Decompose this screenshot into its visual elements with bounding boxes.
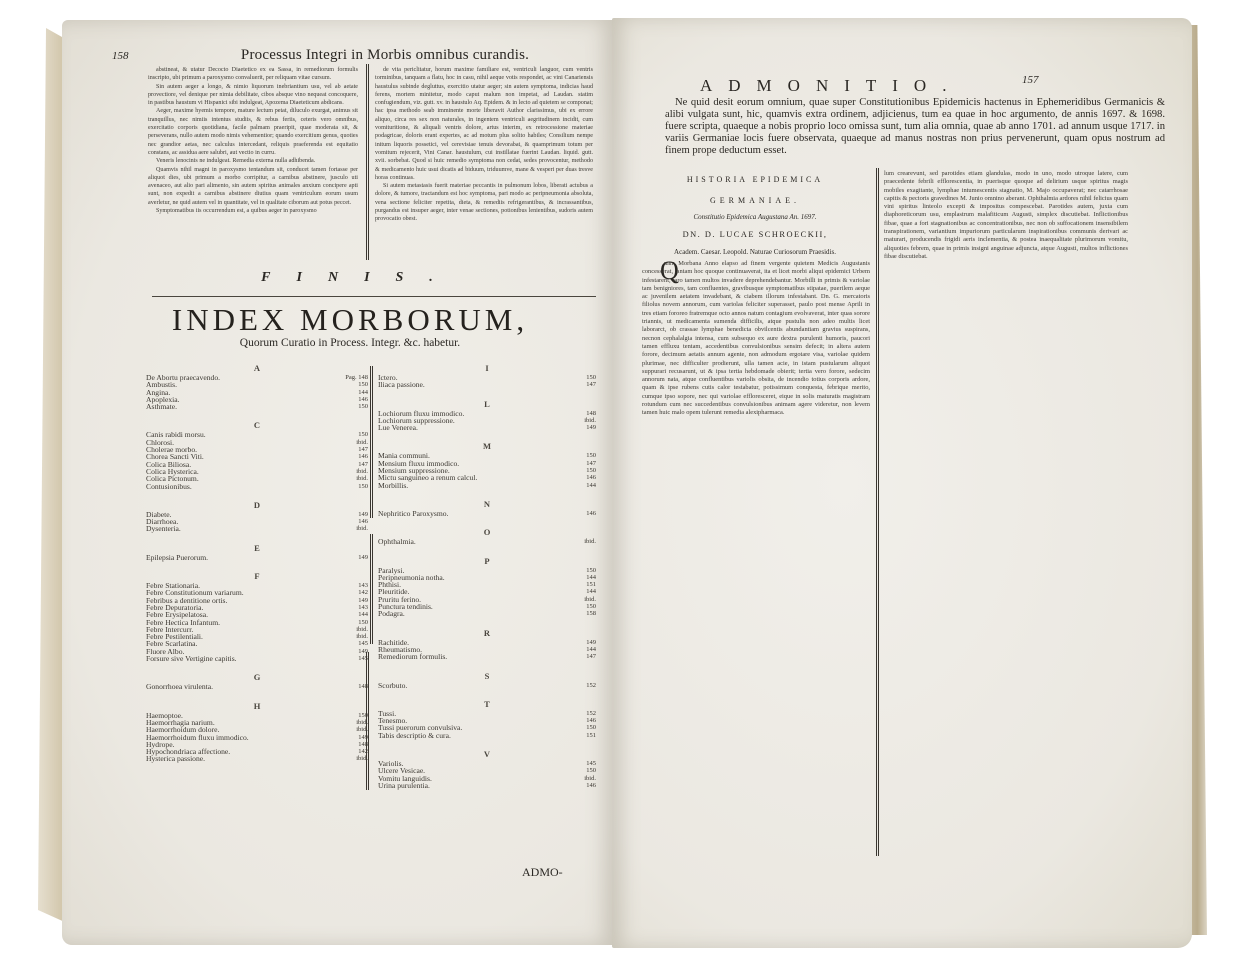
index-entry-name: Tabis descriptio & cura. [378, 730, 451, 740]
index-letter-heading: O [483, 527, 491, 538]
right-text-column-1: uam Morbana Anno elapso ad finem vergente quietem Medicis Augustanis concesserat, tantam hoc quoque continuaverat, ita et licet morbi aliqui epidemici Urbem infestarent, raro tamen multos invadere deprehendebantur. Morbilli in primis & variolae tam benigniores, tam confluentes, gravibusque symptomatibus stipatae, puerilem aeque ac juvenilem aetatem invadebant, & ciabem illorum infestabant. Dn. G. mercatoris filiolus novem annorum, cum variolas feliciter superasset, paulo post mense Aprili in tres etiam fororeo fratremque octo annos natum contagium evolvaverat, inter quas sorore triannis, ut medicamenta sumenda difficilis, atque pustulis non adeo multis licet laborarct, ob crassae lymphae benedicta obvilcentis abundantiam gravius suspirans, necnon cephalalgia intensa, cum subsequo ex aure dextra purulenti humoris, paucori tamen effluxu tentam, accedentibus convulsionibus sensim defecit; in altera autem forore, decimum aetatis annum agente, non admodum ergotare visa, variolae quidem plurimae, nec difficulter prodierunt, ulla tamen acie, in istam pustularum aliquot suppurari recusarunt, ut & ipsa tertia hebdomade obierit; tertia vero forore, sedecim annorum nata, atque confluentibus variolis obsita, de incendio totius corporis ardore, quam & ipse rubens cutis calor testabatur, potissimum conquesta, febrique merito, cumque ipso sopore, nec qui variolae effloresceret, eique in solis maturatis magistram rotundum cum nec succedentibus convulsionibus animam agere videretur, non levem tamen huic malo opem tulerunt remedia alexipharmaca. [642, 260, 870, 417]
index-entry-page: 149 [358, 733, 368, 741]
index-entry-name: Ambustis. [146, 380, 178, 390]
index-entry-name: Podagra. [378, 609, 405, 619]
index-group-gap [146, 410, 368, 417]
index-entry-name: Mensium suppressione. [378, 466, 450, 476]
index-entry-name: Morbillis. [378, 480, 409, 490]
index-entry [378, 482, 596, 489]
index-entry-name: Peripneumonia notha. [378, 572, 445, 582]
index-entry-name: Contusionibus. [146, 481, 192, 491]
index-entry-page: 143 [358, 603, 368, 611]
index-entry [378, 732, 596, 739]
left-page-number: 158 [112, 50, 129, 62]
index-entry [146, 483, 368, 490]
index-entry-page: 147 [586, 459, 596, 467]
index-entry-page: 150 [586, 467, 596, 475]
index-entry-name: Rachitide. [378, 637, 409, 647]
admonitio-text [665, 97, 1165, 157]
index-group-gap [378, 389, 596, 396]
index-entry-name: Haemorrhoidum fluxu immodico. [146, 732, 249, 742]
index-entry-name: Colica Hysterica. [146, 466, 199, 476]
index-entry-name: Haemoptoe. [146, 710, 183, 720]
index-entry-page: ibid. [356, 718, 368, 726]
index-entry-name: Diabete. [146, 509, 172, 519]
index-entry-name: Tussi. [378, 708, 397, 718]
index-entry-name: Cholerae morbo. [146, 445, 198, 455]
index-entry [146, 734, 368, 741]
index-entry-page: ibid. [356, 475, 368, 483]
column-divider [370, 366, 373, 518]
index-group-gap [146, 691, 368, 698]
index-entry-name: Febre Erysipelatosa. [146, 610, 208, 620]
index-entry-name: Remediorum formulis. [378, 652, 448, 662]
index-group-gap [146, 662, 368, 669]
index-entry-name: Ophthalmia. [378, 537, 416, 547]
index-group-gap [378, 689, 596, 696]
index-entry-page: 149 [358, 647, 368, 655]
index-entry-name: Variolis. [378, 759, 404, 769]
index-entry-name: Hypochondriaca affectione. [146, 747, 231, 757]
index-column-2 [378, 360, 596, 796]
index-entry-name: Febre Stationaria. [146, 581, 200, 591]
index-entry-name: Febre Pestilentiali. [146, 632, 203, 642]
index-entry [378, 538, 596, 545]
right-text-column-2: lum crearevunt, sed parotides etiam glandulas, modo in uno, modo utroque latere, cum praecedente febrili efflorescentia, in puerisque quoque ad delirium usque spiritus magis mobiles exagitante, lymphae intumescentis stagnatio, M. Majo occupaverat; nec catarrhosae capitis & pectoris gravedines M. Junio omnino aberant. Ophthalmia ardores nihil felicius quam vini spiritus linteolo excepti & impositus compescebat. Parotides autem, juxta cum diaphoreticorum usu, emplastrum malafiticum Augusti, simplex discutiebat. Inflictionibus fibae, quae a fori stagnationibus ac concentrationibus, nec non ob suffocationem insensibilem transpirationem, variantium impuriorum particularum inspirationibus communis derivari ac maturari, producendis frigidi aeris inclementia, & postea inaequalitate plurimorum vomitu, aliquoties febrem, quae in primis insigni anguinae adjuncta, atque Augusti, multos inflictiones fibae discutiebat. [884, 170, 1128, 260]
index-letter-heading: E [254, 542, 260, 553]
index-entry [146, 403, 368, 410]
index-entry-page: 152 [586, 681, 596, 689]
index-entry-page: ibid. [584, 416, 596, 424]
index-entry-name: Febre Depuratoria. [146, 602, 204, 612]
index-entry-name: Diarrhoea. [146, 517, 179, 527]
index-entry-name: Iliaca passione. [378, 380, 425, 390]
index-entry-name: Mictu sanguineo a renum calcul. [378, 473, 478, 483]
paragraph: Aeger, maxime hyemis tempore, mature lectum petat, diluculo exurgat, animus sit tranquillus, nec nimiis intentus studiis, & rebus feriis, ceteris vero omnibus, exercitatio corporis quotidiana, facile palmam praeripit, quae moderata sit, & perseverans, nullo autem modo nimis vehementior; quando exercitium genus, quoties nec grandior aetas, nec calculus intercedant, reliquis praeferenda est equitatio constans, ac assidua aere salubri, aut vectio in curru. [148, 108, 358, 156]
paragraph: abstineat, & utatur Decocto Diaetetico ex ea Sassa, in remediorum formulis inscripto, ubi primum a paroxysmo convaluerit, per reliquam vitae cursum. [148, 67, 358, 82]
left-text-column-2 [375, 66, 593, 262]
index-entry-name: Angina. [146, 387, 171, 397]
catchword: ADMO- [522, 865, 563, 879]
index-entry-page: 145 [586, 760, 596, 768]
section-title: HISTORIA EPIDEMICA [686, 175, 824, 184]
index-letter-heading: N [483, 498, 491, 509]
index-entry-name: Ictero. [378, 373, 398, 382]
index-entry-page: 149 [358, 596, 368, 604]
index-entry-page: 147 [586, 381, 596, 389]
index-group-gap [378, 789, 596, 796]
index-entry-page: 142 [358, 748, 368, 756]
index-entry-page: 144 [586, 573, 596, 581]
index-entry-name: De Abortu praecavendo. [146, 373, 221, 382]
index-entry [146, 381, 368, 388]
paragraph: Sin autem aeger a longo, & nimio liquorum inebriantium usu, vel ab aetate provectiore, vel denique per nimia debilitate, cibos absque vino nequeat concoquere, in pastibus haustum vi Hispanici sibi indulgeat, Apozema Diaeteticum abdicans. [148, 83, 358, 107]
index-column-1 [146, 360, 368, 770]
index-entry-page: ibid. [356, 625, 368, 633]
index-letter-heading: I [485, 363, 489, 373]
index-entry-name: Pruritu ferino. [378, 594, 422, 604]
constitution-subtitle: Constitutio Epidemica Augustana An. 1697. [693, 213, 817, 221]
index-entry-page: 147 [586, 653, 596, 661]
index-entry [378, 782, 596, 789]
index-group-gap [378, 546, 596, 553]
index-entry [146, 755, 368, 762]
index-entry [378, 710, 596, 717]
index-letter-heading: T [484, 698, 490, 709]
index-letter-heading: C [253, 420, 261, 431]
index-entry-name: Apoplexia. [146, 394, 180, 404]
index-entry-page: 151 [586, 581, 596, 589]
index-entry-page: 152 [586, 709, 596, 717]
drop-cap: Q [660, 256, 679, 285]
index-entry-name: Phthisi. [378, 580, 402, 590]
index-entry [378, 474, 596, 481]
index-entry-name: Colica Biliosa. [146, 459, 192, 469]
column-divider [370, 534, 373, 644]
index-entry [378, 610, 596, 617]
index-entry-page: 148 [586, 409, 596, 417]
index-entry-name: Haemorrhagia narium. [146, 717, 215, 727]
index-letter-heading: D [253, 499, 261, 510]
index-title: INDEX MORBORUM, [171, 302, 529, 337]
academy-line: Academ. Caesar. Leopold. Naturae Curiosorum Praesidis. [674, 248, 836, 256]
finis-mark: FINIS. [261, 270, 459, 285]
paragraph: Symptomatibus iis occurrendum est, a quibus aeger in paroxysmo [156, 208, 317, 215]
index-entry [146, 655, 368, 662]
index-entry-name: Chlorosi. [146, 437, 175, 447]
column-divider [366, 64, 369, 260]
index-entry-page: 158 [586, 610, 596, 618]
index-entry [146, 396, 368, 403]
index-entry-name: Punctura tendinis. [378, 602, 433, 612]
index-entry-name: Tenesmo. [378, 716, 408, 726]
index-entry-name: Gonorrhoea virulenta. [146, 682, 214, 692]
index-group-gap [378, 618, 596, 625]
index-entry-page: 146 [358, 453, 368, 461]
index-letter-heading: V [483, 749, 491, 760]
index-entry-page: 146 [586, 781, 596, 789]
index-entry-page: ibid. [356, 726, 368, 734]
index-entry-name: Rheumatismo. [378, 644, 423, 654]
index-subtitle: Quorum Curatio in Process. Integr. &c. habetur. [239, 337, 461, 349]
index-entry-page: 150 [358, 403, 368, 411]
index-entry-page: 146 [586, 509, 596, 517]
index-entry-name: Scorbuto. [378, 680, 408, 690]
index-letter-heading: A [253, 363, 261, 373]
index-entry-page: ibid. [356, 438, 368, 446]
index-entry-page: 142 [358, 589, 368, 597]
index-entry-page: 150 [586, 374, 596, 381]
index-entry-page: 147 [358, 446, 368, 454]
index-group-gap [378, 739, 596, 746]
index-entry-page: 143 [358, 582, 368, 590]
index-entry-name: Tussi puerorum convulsiva. [378, 723, 463, 733]
index-letter-heading: L [484, 398, 490, 409]
index-entry-page: 146 [358, 395, 368, 403]
index-entry-name: Forsure sive Vertigine capitis. [146, 654, 237, 664]
index-entry-page: 151 [586, 731, 596, 739]
index-entry-page: 147 [358, 460, 368, 468]
index-group-gap [378, 489, 596, 496]
index-entry-name: Asthmate. [146, 402, 178, 412]
index-entry-name: Febre Scarlatina. [146, 639, 198, 649]
index-entry [378, 510, 596, 517]
index-entry-name: Nephritico Paroxysmo. [378, 508, 449, 518]
index-entry-page: ibid. [356, 467, 368, 475]
index-entry-name: Ulcere Vesicae. [378, 766, 426, 776]
index-entry-page: 145 [358, 655, 368, 663]
index-entry-page: 146 [586, 717, 596, 725]
index-entry-name: Vomitu languidis. [378, 773, 432, 783]
index-group-gap [146, 561, 368, 568]
index-entry [378, 381, 596, 388]
index-entry [378, 581, 596, 588]
index-entry-page: 150 [358, 482, 368, 490]
index-entry-page: 150 [358, 711, 368, 719]
column-divider [366, 652, 369, 790]
index-entry-page: 144 [586, 588, 596, 596]
section-title-2: GERMANIAE. [710, 196, 800, 205]
index-entry-name: Colica Pictonum. [146, 474, 199, 484]
admonitio-heading: ADMONITIO. [700, 76, 963, 95]
index-entry [378, 653, 596, 660]
paragraph: Quamvis nihil magni in paroxysmo tentandum sit, conducet tamen fortasse per aliquot dies, ubi primum a morbo corripitur, a carnibus abstinere, jusculo uti avenaceo, aut alio pari alimento, sin autem spiritus animales anxium concipere apti sunt, non expedit a carnibus abstinere diutius quam ventriculum eorum usum averletur, ne quid autem vel in quantitate, vel in qualitate ciborum aut potus peccet. [148, 166, 358, 206]
index-entry-page: 144 [586, 645, 596, 653]
index-entry-page: 150 [586, 724, 596, 732]
index-entry-name: Chorea Sancti Viti. [146, 452, 204, 462]
index-entry-name: Paralysi. [378, 565, 405, 575]
left-text-column-1 [148, 66, 358, 262]
index-entry-name: Haemorrhoidum dolore. [146, 725, 220, 735]
index-entry [146, 511, 368, 518]
index-entry-name: Mensium fluxu immodico. [378, 458, 460, 468]
index-letter-heading: M [482, 441, 492, 452]
index-entry-name: Lue Venerea. [378, 423, 418, 433]
index-entry-page: 150 [586, 566, 596, 574]
index-entry-name: Lochiorum suppressione. [378, 415, 455, 425]
left-running-head: Processus Integri in Morbis omnibus curandis. [240, 47, 530, 63]
index-entry-page: 149 [358, 510, 368, 518]
index-entry-page: ibid. [584, 774, 596, 782]
index-entry [146, 683, 368, 690]
index-entry-name: Hydrope. [146, 739, 175, 749]
index-letter-heading: P [484, 555, 490, 566]
index-entry-page: 150 [586, 603, 596, 611]
index-entry-name: Febre Hectica Infantum. [146, 617, 221, 627]
index-entry-page: Pag. 148 [345, 374, 368, 381]
index-entry-page: 150 [358, 381, 368, 389]
index-entry-page: 150 [358, 431, 368, 439]
index-entry-page: 146 [586, 474, 596, 482]
index-entry-name: Febre Constitutionum variarum. [146, 588, 244, 598]
section-rule [152, 296, 596, 297]
index-entry-name: Mania communi. [378, 451, 430, 461]
column-divider [876, 168, 879, 856]
index-entry-name: Febre Intercurr. [146, 624, 194, 634]
index-group-gap [146, 533, 368, 540]
index-entry-page: 144 [586, 481, 596, 489]
author-line: DN. D. LUCAE SCHROECKII, [682, 230, 828, 239]
right-page-number: 157 [1022, 74, 1039, 86]
index-entry [146, 431, 368, 438]
index-entry-name: Dysenteria. [146, 524, 181, 534]
index-letter-heading: S [484, 670, 490, 681]
index-entry-page: 149 [586, 424, 596, 432]
index-group-gap [378, 431, 596, 438]
index-entry-name: Hysterica passione. [146, 754, 206, 764]
index-entry [378, 424, 596, 431]
index-entry [146, 525, 368, 532]
index-entry-page: 144 [358, 388, 368, 396]
index-entry-name: Lochiorum fluxu immodico. [378, 408, 465, 418]
index-entry [378, 574, 596, 581]
index-entry-page: ibid. [356, 633, 368, 641]
index-entry-name: Urina purulentia. [378, 780, 430, 790]
index-entry-name: Epilepsia Puerorum. [146, 552, 209, 562]
index-entry-name: Pleuritide. [378, 587, 410, 597]
index-entry-page: 146 [358, 518, 368, 526]
index-entry-page: 150 [358, 618, 368, 626]
index-entry-page: ibid. [356, 525, 368, 533]
index-entry-page: 148 [358, 683, 368, 691]
index-entry-name: Fluore Albo. [146, 646, 185, 656]
index-group-gap [146, 490, 368, 497]
index-group-gap [146, 763, 368, 770]
index-entry-page: 149 [586, 638, 596, 646]
paragraph: Veneris lenocinis ne indulgeat. Remedia externa nulla adhibenda. [156, 158, 316, 165]
index-letter-heading: F [254, 571, 260, 582]
index-entry-name: Febribus a dentitione ortis. [146, 595, 228, 605]
paragraph: Si autem metastasis fuerit materiae peccantis in pulmonum lobos, liberati actubus a dolore, & tumore, tractandum est hoc symptoma, pari modo ac peripneumonia absoluta, vena sectione feliciter repetita, dieta, & remediis refrigerantibus, & incrassantibus, purgandus est insuper aeger, inter venae sectiones, potionibus lenientibus, sudoris autem provocatio obest. [375, 183, 593, 223]
index-entry-page: 144 [358, 611, 368, 619]
index-letter-heading: R [483, 627, 491, 638]
index-entry-page: ibid. [356, 755, 368, 763]
index-entry [146, 554, 368, 561]
index-entry-page: ibid. [584, 538, 596, 546]
index-entry-name: Canis rabidi morsu. [146, 430, 206, 440]
index-entry [378, 603, 596, 610]
index-group-gap [378, 661, 596, 668]
index-entry-page: 148 [358, 740, 368, 748]
index-entry-page: 149 [358, 553, 368, 561]
paragraph: de vita periclitatur, horum maxime familiare est, ventriculi languor, cum ventris torminibus, tanquam a flatu, hoc in casu, nihil aeque votis respondet, ac vini Canariensis haustulus subinde degluttus, exercitio utatur aeger; sin autem symptoma, indicias haud ferens, mortem minitetur, modo caput malum non impetat, ad Laudan. statim confugiendum, viz. gutt. xv. in haustulo Aq. Epidem. & in lecto ad quietem se componat; hac ipsa methodo seab imminente morte liberavit Author clarissimus, ubi ex errore aliquo, circa res sex non naturales, in ingentem ventriculi aegritudinem incidit, cum vomituritione, & aliquali ventris dolore, artus interim, ex retrocessione materiae podagricae, doloris erant expertes, ac ad motum plus solito habiles; Consilium nempe initum liquoris possetici, vel cerevisiae tenuis devorabat, & quamprimum totum per vomitum rejecerit, Vini Canar. haustulum, cui instillatae fuerint Laudan. liquid. gutt. xvii. sorbebat. Quod si huic remedio symptoma non cedat, sedes provocentur, methodo & medicamento huic usui dicatis ad biduum, triduumve, mane & vesperi per duas tresve horas continuas. [375, 67, 593, 181]
index-letter-heading: G [253, 672, 261, 683]
index-group-gap [378, 517, 596, 524]
index-entry-page: ibid. [584, 595, 596, 603]
index-entry [378, 682, 596, 689]
index-entry-page: 150 [586, 767, 596, 775]
index-letter-heading: H [253, 700, 261, 711]
index-entry-page: 150 [586, 452, 596, 460]
index-entry-page: 145 [358, 640, 368, 648]
index-entry [146, 374, 368, 381]
paragraph: Ne quid desit eorum omnium, quae super Constitutionibus Epidemicis hactenus in Ephemeridibus Germanicis & alibi vulgata sunt, hic, quamvis extra ordinem, adjicienus, tum ea quae in hoc argumento, de annis 1697. & 1698. fuere scripta, quaeque a nobis proprio loco omissa sunt, tum alia omnia, quae ab anno 1701. ad annum usque 1717. in variis Germaniae locis fuere observata, quaeque ad manus nostras non prius pervenerunt, quam opus nostrum ad finem prope deductum esset. [665, 97, 1165, 156]
